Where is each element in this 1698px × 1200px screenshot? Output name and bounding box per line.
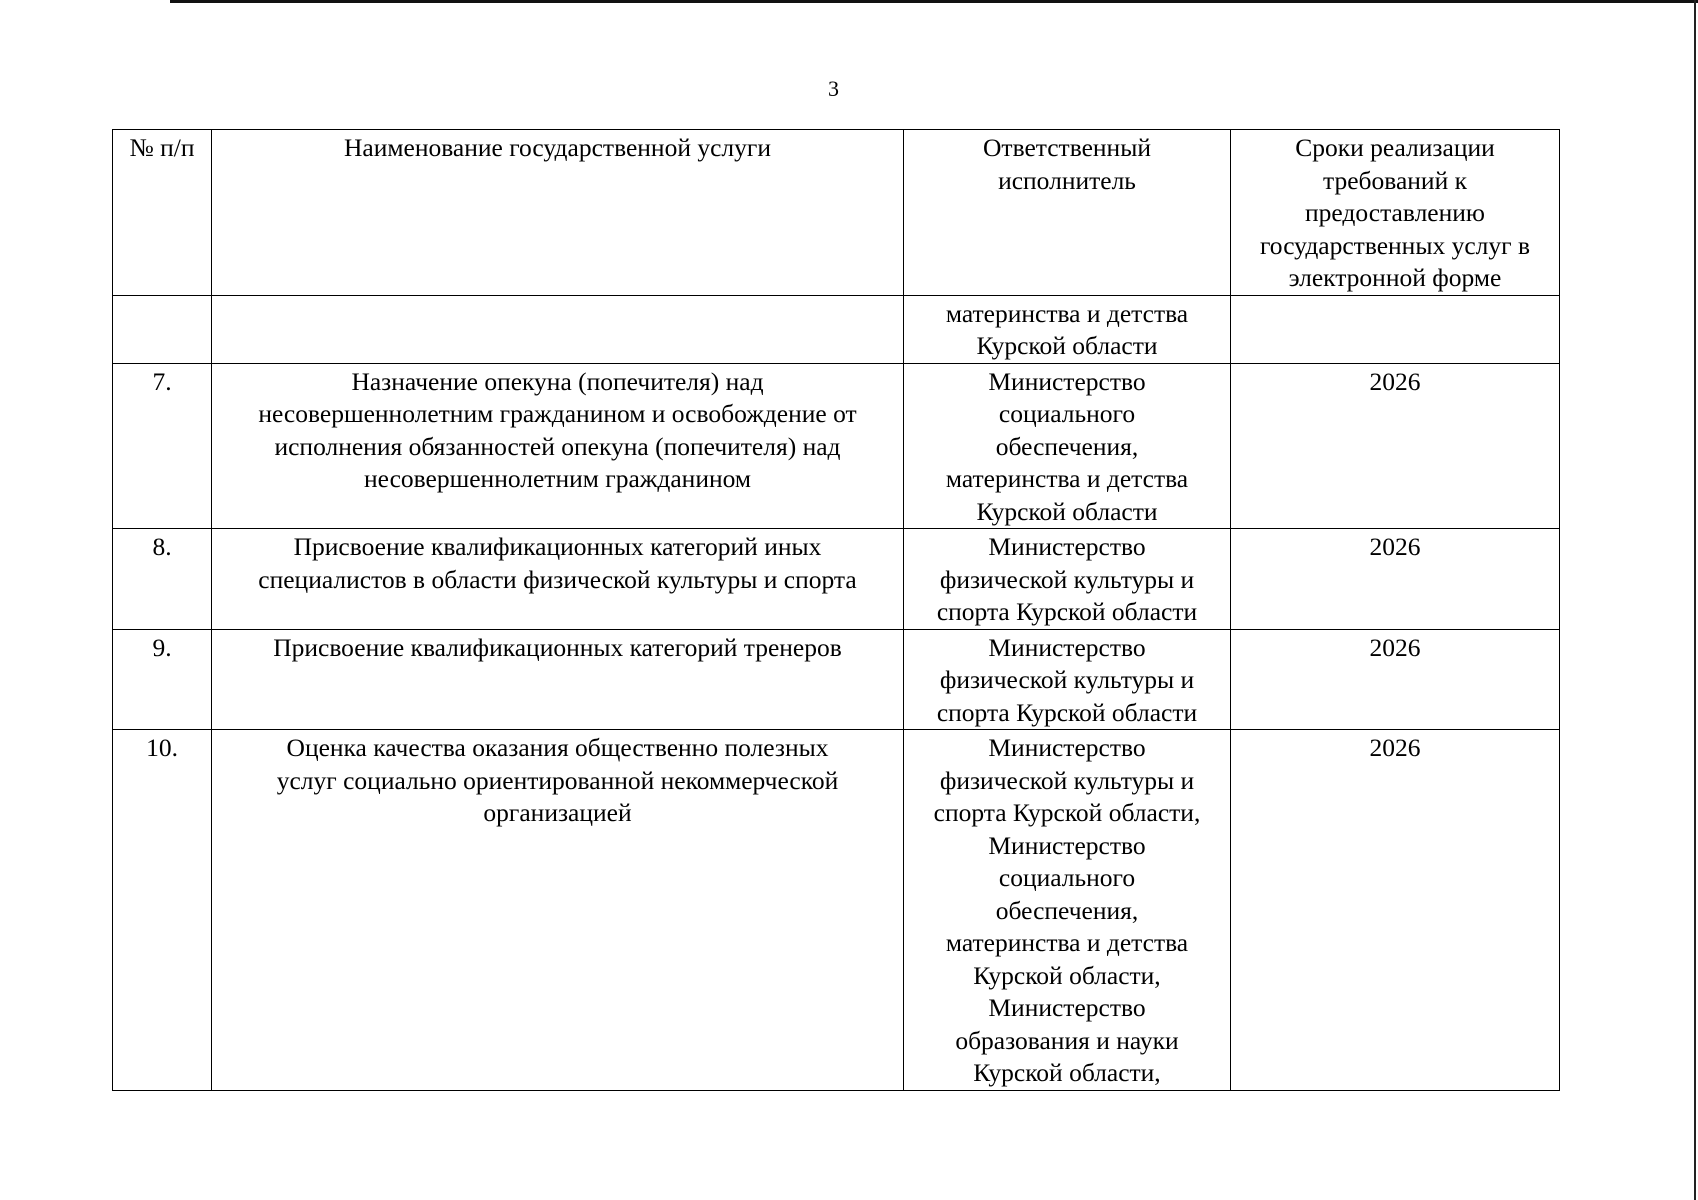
cell-num: 10. [113,730,212,1091]
header-executor: Ответственный исполнитель [904,130,1231,296]
header-term: Сроки реализации требований к предоставлению государственных услуг в электронной форме [1231,130,1560,296]
header-num: № п/п [113,130,212,296]
cell-service-name: Оценка качества оказания общественно полезных услуг социально ориентированной некоммерческой организацией [212,730,904,1091]
cell-num: 7. [113,363,212,529]
cell-num: 9. [113,629,212,730]
cell-term: 2026 [1231,363,1560,529]
table-row [113,629,1560,730]
cell-term: 2026 [1231,730,1560,1091]
page-number: 3 [828,76,839,101]
cell-num [113,295,212,363]
table-header-row [113,130,1560,296]
cell-executor: Министерство физической культуры и спорта Курской области [904,629,1231,730]
cell-term [1231,295,1560,363]
cell-service-name [212,295,904,363]
cell-num: 8. [113,529,212,630]
cell-term: 2026 [1231,629,1560,730]
cell-term: 2026 [1231,529,1560,630]
table-row [113,295,1560,363]
header-service-name: Наименование государственной услуги [212,130,904,296]
cell-service-name: Присвоение квалификационных категорий тренеров [212,629,904,730]
cell-service-name: Присвоение квалификационных категорий иных специалистов в области физической культуры и спорта [212,529,904,630]
services-table [112,129,1560,1091]
scan-edge-right [1694,0,1696,1200]
table-row [113,363,1560,529]
scan-edge-top [170,0,1698,3]
cell-executor: Министерство социального обеспечения, материнства и детства Курской области [904,363,1231,529]
cell-service-name: Назначение опекуна (попечителя) над несовершеннолетним гражданином и освобождение от исполнения обязанностей опекуна (попечителя) над несовершеннолетним гражданином [212,363,904,529]
cell-executor: Министерство физической культуры и спорта Курской области [904,529,1231,630]
cell-executor: Министерство физической культуры и спорта Курской области, Министерство социального обеспечения, материнства и детства Курской области, Министерство образования и науки Курской области, [904,730,1231,1091]
cell-executor: материнства и детства Курской области [904,295,1231,363]
table-row [113,529,1560,630]
table-row [113,730,1560,1091]
